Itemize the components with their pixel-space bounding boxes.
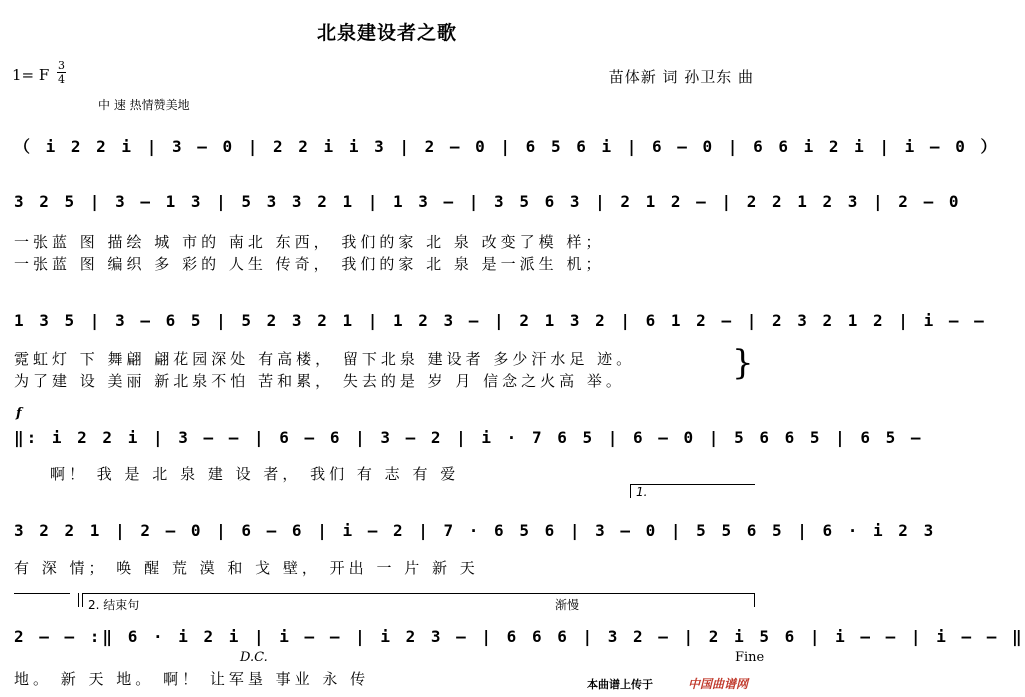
row5-lyric: 地。 新 天 地。 啊！ 让军垦 事业 永 传	[14, 670, 370, 688]
volta1-bracket-line	[630, 484, 755, 485]
volta2-bracket-line	[82, 593, 754, 594]
row1-notes: 3 2 5 | 3 — 1 3 | 5 3 3 2 1 | 1 3 — | 3 5 6 3 | 2 1 2 — | 2 2 1 2 3 | 2 — 0	[14, 192, 962, 211]
volta2-bracket-edge-inner	[82, 593, 83, 607]
time-signature-top: 3	[58, 59, 65, 72]
song-title: 北泉建设者之歌	[316, 22, 457, 44]
key-signature: 1= F	[12, 66, 50, 84]
row5-notes: 2 — — :‖ 6 · i 2 i | i — — | i 2 3 — | 6 6 6 | 3 2 — | 2 i 5 6 | i — — | i — — ‖	[14, 627, 1025, 646]
row3-lyric: 啊！ 我 是 北 泉 建 设 者， 我们 有 志 有 爱	[50, 465, 460, 483]
fine-marking: Fine	[735, 650, 765, 665]
row4-notes: 3 2 2 1 | 2 — 0 | 6 — 6 | i — 2 | 7 · 6 5 6 | 3 — 0 | 5 5 6 5 | 6 · i 2 3	[14, 521, 937, 540]
time-signature	[57, 60, 66, 85]
row2-lyric-verse1: 霓虹灯 下 舞翩 翩花园深处 有高楼， 留下北泉 建设者 多少汗水足 迹。	[14, 350, 636, 368]
da-capo-marking: D.C.	[240, 650, 268, 665]
song-credits: 苗体新 词 孙卫东 曲	[608, 68, 754, 86]
dynamic-forte: f	[16, 406, 22, 421]
volta2-bracket-edge-left	[78, 593, 79, 607]
volta1-end-line	[14, 593, 70, 594]
time-signature-bottom: 4	[58, 73, 65, 86]
ritardando-marking: 渐慢	[555, 598, 580, 612]
volta2-label: 2. 结束句	[88, 598, 140, 612]
watermark-logo: 中国曲谱网	[688, 677, 749, 691]
row1-lyric-verse1: 一张蓝 图 描绘 城 市的 南北 东西， 我们的家 北 泉 改变了模 样；	[14, 233, 605, 251]
intro-notes: （ i 2 2 i | 3 — 0 | 2 2 i i 3 | 2 — 0 | 6 5 6 i | 6 — 0 | 6 6 i 2 i | i — 0 ）	[14, 137, 1000, 156]
volta1-bracket-edge	[630, 484, 631, 498]
row4-lyric: 有 深 情； 唤 醒 荒 漠 和 戈 壁， 开出 一 片 新 天	[14, 559, 479, 577]
watermark-text: 本曲谱上传于	[587, 678, 653, 691]
row1-lyric-verse2: 一张蓝 图 编织 多 彩的 人生 传奇， 我们的家 北 泉 是一派生 机；	[14, 255, 605, 273]
volta2-bracket-edge-right	[754, 593, 755, 607]
row3-notes: ‖: i 2 2 i | 3 — — | 6 — 6 | 3 — 2 | i · 7 6 5 | 6 — 0 | 5 6 6 5 | 6 5 —	[14, 428, 924, 447]
volta1-label: 1.	[636, 485, 648, 499]
verse-brace: }	[732, 343, 754, 383]
row2-notes: 1 3 5 | 3 — 6 5 | 5 2 3 2 1 | 1 2 3 — | 2 1 3 2 | 6 1 2 — | 2 3 2 1 2 | i — —	[14, 311, 987, 330]
row2-lyric-verse2: 为了建 设 美丽 新北泉不怕 苦和累， 失去的是 岁 月 信念之火高 举。	[14, 372, 625, 390]
tempo-marking: 中 速 热情赞美地	[98, 98, 190, 112]
